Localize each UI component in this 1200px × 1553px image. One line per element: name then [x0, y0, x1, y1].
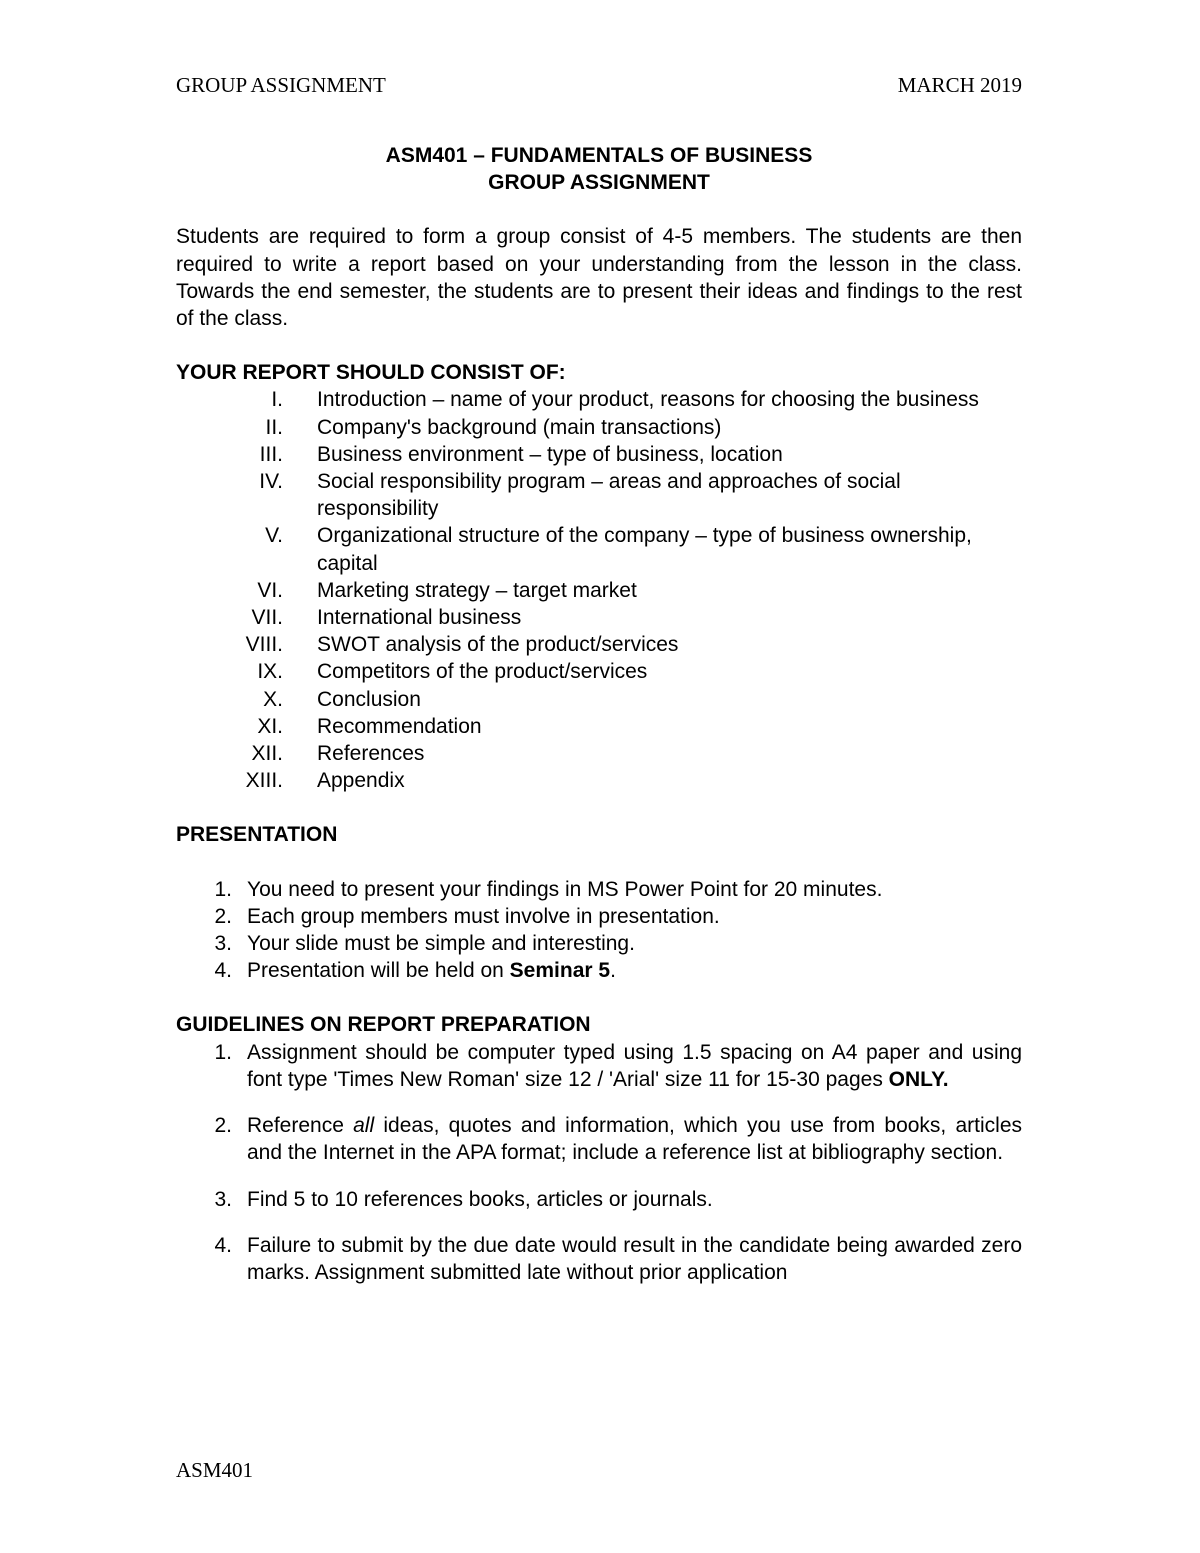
item-number: VIII. — [245, 633, 283, 657]
item-number: 2. — [214, 904, 232, 928]
list-item — [176, 1039, 1022, 1093]
list-item — [176, 930, 1022, 957]
list-item — [176, 604, 1022, 631]
list-item — [176, 903, 1022, 930]
list-item — [176, 713, 1022, 740]
item-text: International business — [317, 606, 522, 630]
item-text: Introduction – name of your product, reasons for choosing the business — [317, 388, 979, 412]
list-item — [176, 767, 1022, 794]
item-number: IV. — [259, 470, 283, 494]
title-line-1: ASM401 – FUNDAMENTALS OF BUSINESS — [385, 144, 813, 167]
only-emphasis: ONLY. — [888, 1067, 949, 1091]
item-number: XI. — [257, 714, 283, 738]
item-number: 2. — [214, 1114, 232, 1138]
list-item — [176, 441, 1022, 468]
title-line-2: GROUP ASSIGNMENT — [488, 171, 710, 195]
list-item — [176, 1112, 1022, 1166]
item-text: Business environment – type of business, location — [317, 442, 783, 466]
item-number: III. — [259, 442, 283, 466]
footer-course-code: ASM401 — [176, 1458, 254, 1482]
item-text: References — [317, 742, 425, 766]
item-text: Organizational structure of the company – type of business ownership, capital — [317, 524, 972, 575]
report-section — [176, 359, 1022, 794]
item-text: Social responsibility program – areas and approaches of social responsibility — [317, 470, 901, 521]
item-number: 3. — [214, 1187, 232, 1211]
header-right: MARCH 2019 — [897, 73, 1022, 97]
list-item — [176, 414, 1022, 441]
item-text: Your slide must be simple and interesting. — [247, 932, 635, 956]
list-item — [176, 1232, 1022, 1286]
presentation-heading: PRESENTATION — [176, 823, 338, 847]
item-number: 3. — [214, 932, 232, 956]
intro-paragraph: Students are required to form a group consist of 4-5 members. The students are then required to write a report based on your understanding from the lesson in the class. Towards the end semester, the students are to present their ideas and findings to the rest of the class. — [176, 225, 1022, 331]
list-item — [176, 468, 1022, 522]
list-item — [176, 1186, 1022, 1213]
item-number: IX. — [257, 660, 283, 684]
report-list — [176, 386, 1022, 794]
guidelines-section — [176, 1011, 1022, 1286]
presentation-list — [176, 876, 1022, 985]
item-number: V. — [265, 524, 283, 548]
item-number: 1. — [214, 877, 232, 901]
list-item — [176, 740, 1022, 767]
item-number: 1. — [214, 1040, 232, 1064]
item-text-end: . — [610, 959, 616, 983]
item-text: Competitors of the product/services — [317, 660, 648, 684]
item-number: 4. — [214, 1233, 232, 1257]
item-number: XII. — [251, 742, 283, 766]
item-text: Appendix — [317, 769, 405, 793]
item-text-end: ideas, quotes and information, which you use from books, articles and the Internet in the APA format; include a reference list at bibliography section. — [247, 1114, 1023, 1165]
list-item — [176, 522, 1022, 576]
item-text: Company's background (main transactions) — [317, 415, 722, 439]
item-text: Marketing strategy – target market — [317, 578, 637, 602]
list-item — [176, 876, 1022, 903]
list-item — [176, 957, 1022, 984]
presentation-section — [176, 821, 1022, 984]
report-heading: YOUR REPORT SHOULD CONSIST OF: — [176, 361, 566, 385]
all-emphasis: all — [353, 1114, 375, 1138]
document-body — [176, 142, 1022, 1286]
list-item — [176, 386, 1022, 413]
item-number: 4. — [214, 959, 232, 983]
item-text: Find 5 to 10 references books, articles or journals. — [247, 1187, 713, 1211]
item-number: II. — [265, 415, 283, 439]
list-item — [176, 631, 1022, 658]
item-number: VII. — [251, 606, 283, 630]
item-number: VI. — [257, 578, 283, 602]
item-number: I. — [271, 388, 283, 412]
item-text: You need to present your findings in MS Power Point for 20 minutes. — [247, 877, 883, 901]
item-text: Conclusion — [317, 687, 421, 711]
item-text: SWOT analysis of the product/services — [317, 633, 679, 657]
item-number: X. — [263, 687, 283, 711]
item-text-start: Presentation will be held on — [247, 959, 510, 983]
document-title — [176, 142, 1022, 196]
item-number: XIII. — [245, 769, 283, 793]
item-text: Failure to submit by the due date would result in the candidate being awarded zero marks. Assignment submitted late without prior application — [247, 1233, 1022, 1284]
header-left: GROUP ASSIGNMENT — [176, 73, 386, 97]
list-item — [176, 577, 1022, 604]
list-item — [176, 658, 1022, 685]
item-text: Assignment should be computer typed using 1.5 spacing on A4 paper and using font type 'Times New Roman' size 12 / 'Arial' size 11 for 15-30 pages — [247, 1040, 1022, 1091]
list-item — [176, 686, 1022, 713]
item-text-start: Reference — [247, 1114, 354, 1138]
item-text: Each group members must involve in presentation. — [247, 904, 720, 928]
guidelines-heading: GUIDELINES ON REPORT PREPARATION — [176, 1013, 591, 1037]
seminar-emphasis: Seminar 5 — [509, 959, 611, 983]
guidelines-list — [176, 1039, 1022, 1286]
item-text: Recommendation — [317, 714, 482, 738]
